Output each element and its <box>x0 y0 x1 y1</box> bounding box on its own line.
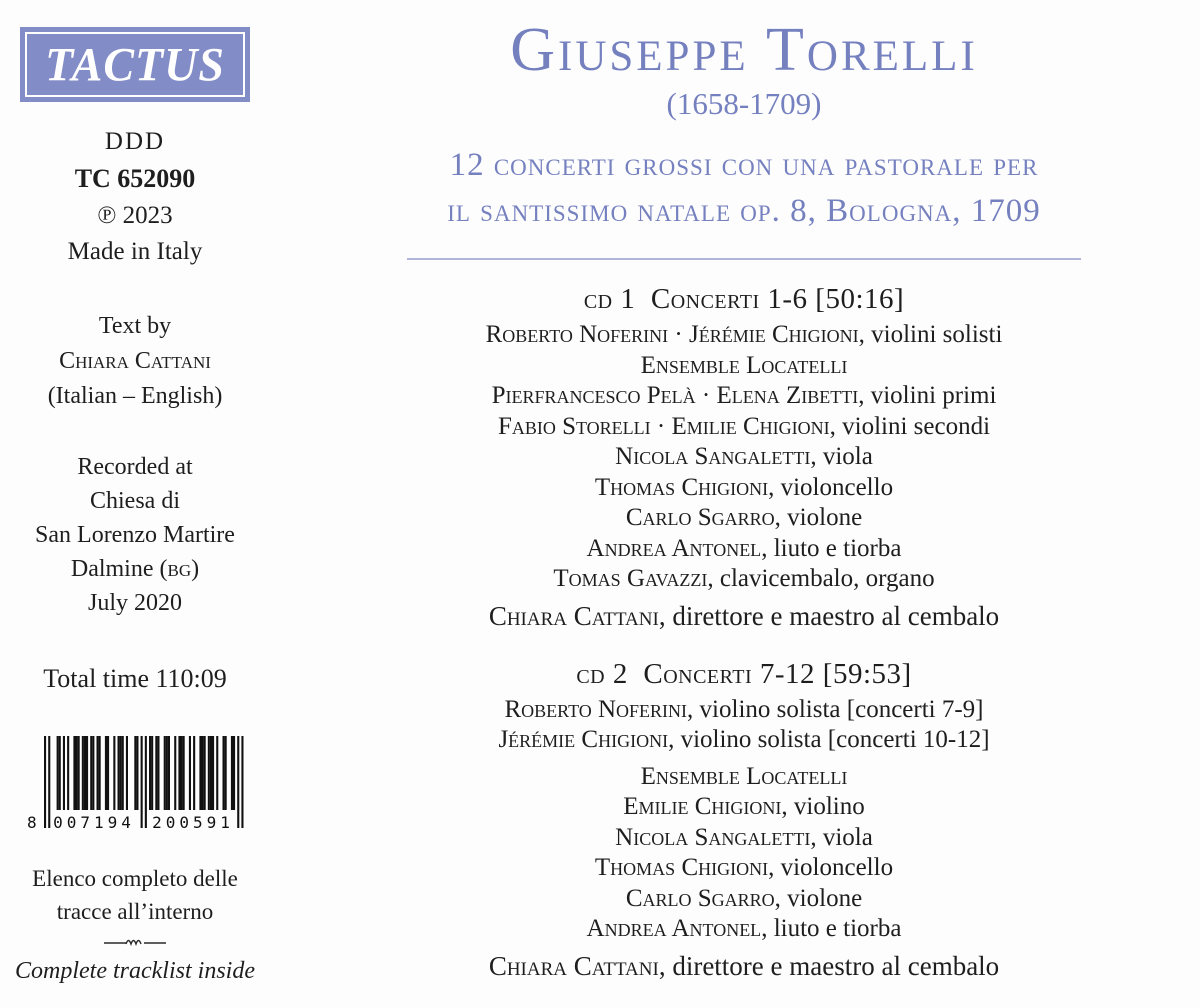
tactus-logo <box>20 27 250 102</box>
recorded-venue-line1: Chiesa di <box>90 488 180 514</box>
performer-role: , viola <box>810 823 873 851</box>
performer-line <box>405 564 1083 595</box>
conductor-name: Chiara Cattani <box>488 950 659 981</box>
composer-dates: (1658-1709) <box>666 86 822 121</box>
recorded-label: Recorded at <box>77 454 193 480</box>
performer-line <box>405 473 1083 504</box>
performer-names: Roberto Noferini · Jérémie Chigioni <box>485 321 859 348</box>
performer-line <box>405 503 1083 534</box>
recorded-at-block <box>0 450 270 620</box>
recorded-city-close: ) <box>191 556 200 582</box>
performer-names: Ensemble Locatelli <box>640 762 848 790</box>
performer-line <box>405 412 1083 443</box>
performer-line <box>405 792 1083 823</box>
composer-name: Giuseppe Torelli <box>510 16 978 84</box>
performer-role: , liuto e tiorba <box>761 534 902 562</box>
recording-format: DDD <box>104 128 166 155</box>
title-rule <box>407 258 1081 260</box>
recorded-date: July 2020 <box>87 590 182 616</box>
tracklist-note <box>0 862 270 988</box>
recorded-venue-line2: San Lorenzo Martire <box>35 522 235 548</box>
performer-role: , viola <box>810 443 873 470</box>
performer-names: Thomas Chigioni <box>594 854 769 881</box>
performer-role: , violini secondi <box>829 412 991 440</box>
performer-line <box>405 853 1083 884</box>
performer-line <box>405 914 1083 945</box>
recorded-city <box>0 552 270 586</box>
performer-names: Nicola Sangaletti <box>615 823 811 851</box>
performer-names: Pierfrancesco Pelà · Elena Zibetti <box>491 382 859 409</box>
recorded-city-name: Dalmine ( <box>70 556 168 582</box>
text-by-block <box>0 309 270 414</box>
cd1-performers <box>405 320 1083 595</box>
performer-line <box>405 442 1083 473</box>
performer-role: , violini primi <box>858 382 997 409</box>
catalog-number: TC 652090 <box>74 164 196 193</box>
recorded-province: bg <box>167 556 192 582</box>
text-by-label: Text by <box>98 313 172 339</box>
album-title-line1: 12 concerti grossi con una pastorale per <box>449 147 1039 183</box>
performer-role: , violoncello <box>768 473 894 501</box>
total-time: Total time 110:09 <box>43 664 227 693</box>
performer-line <box>405 695 1083 726</box>
conductor-role: , direttore e maestro al cembalo <box>658 600 1000 631</box>
performer-line <box>405 320 1083 351</box>
album-title-line2: il santissimo natale op. 8, Bologna, 1709 <box>447 193 1041 229</box>
performer-role: , violino <box>781 793 865 820</box>
performer-line <box>405 351 1083 382</box>
main-panel <box>405 14 1083 983</box>
squiggle-divider-icon <box>102 935 168 949</box>
performer-role: , violino solista [concerti 10-12] <box>668 726 990 753</box>
performer-names: Fabio Storelli · Emilie Chigioni <box>497 412 830 440</box>
barcode-first-digit: 8 <box>27 813 37 832</box>
performer-names: Jérémie Chigioni <box>498 726 669 753</box>
performer-names: Carlo Sgarro <box>625 884 775 912</box>
performer-role: , violini solisti <box>858 321 1003 348</box>
performer-names: Nicola Sangaletti <box>615 443 811 470</box>
tactus-logo-text: TACTUS <box>45 37 225 92</box>
performer-role: , violone <box>774 504 863 531</box>
performer-names: Ensemble Locatelli <box>640 351 848 379</box>
performer-role: , clavicembalo, organo <box>707 565 935 592</box>
tactus-logo-frame <box>25 32 245 97</box>
performer-line <box>405 762 1083 793</box>
performer-names: Andrea Antonel <box>586 915 762 942</box>
conductor-role: , direttore e maestro al cembalo <box>658 950 1000 981</box>
cd1-heading: cd 1 Concerti 1-6 [50:16] <box>583 283 905 315</box>
made-in: Made in Italy <box>67 238 203 265</box>
performer-role: , violino solista [concerti 7-9] <box>687 695 984 723</box>
performer-names: Thomas Chigioni <box>594 473 769 501</box>
performer-line <box>405 725 1083 756</box>
performer-line <box>405 823 1083 854</box>
performer-role: , liuto e tiorba <box>761 915 902 942</box>
album-title <box>405 142 1083 234</box>
text-by-author: Chiara Cattani <box>59 348 211 374</box>
cd2-heading: cd 2 Concerti 7-12 [59:53] <box>576 657 912 690</box>
barcode-right-digits: 200591 <box>152 813 234 832</box>
tracklist-note-en: Complete tracklist inside <box>15 958 255 984</box>
performer-names: Andrea Antonel <box>586 534 762 562</box>
performer-line <box>405 381 1083 412</box>
performer-names: Roberto Noferini <box>504 695 688 723</box>
barcode <box>27 736 243 832</box>
barcode-left-digits: 007194 <box>53 813 135 832</box>
performer-names: Emilie Chigioni <box>623 793 782 820</box>
performer-names: Tomas Gavazzi <box>553 565 708 592</box>
conductor-name: Chiara Cattani <box>488 600 659 631</box>
cd1-conductor-line <box>405 599 1083 633</box>
performer-names: Carlo Sgarro <box>625 504 775 531</box>
tracklist-note-it-line2: tracce all’interno <box>56 899 214 924</box>
performer-line <box>405 884 1083 915</box>
cd2-section <box>405 657 1083 983</box>
performer-line <box>405 534 1083 565</box>
cd2-performers <box>405 695 1083 945</box>
cd2-conductor-line <box>405 949 1083 983</box>
phonogram-year: ℗ 2023 <box>97 202 173 229</box>
tracklist-note-it-line1: Elenco completo delle <box>32 866 238 891</box>
sidebar <box>0 0 270 988</box>
performer-role: , violoncello <box>768 854 894 881</box>
text-by-languages: (Italian – English) <box>47 383 223 409</box>
performer-role: , violone <box>774 884 863 912</box>
